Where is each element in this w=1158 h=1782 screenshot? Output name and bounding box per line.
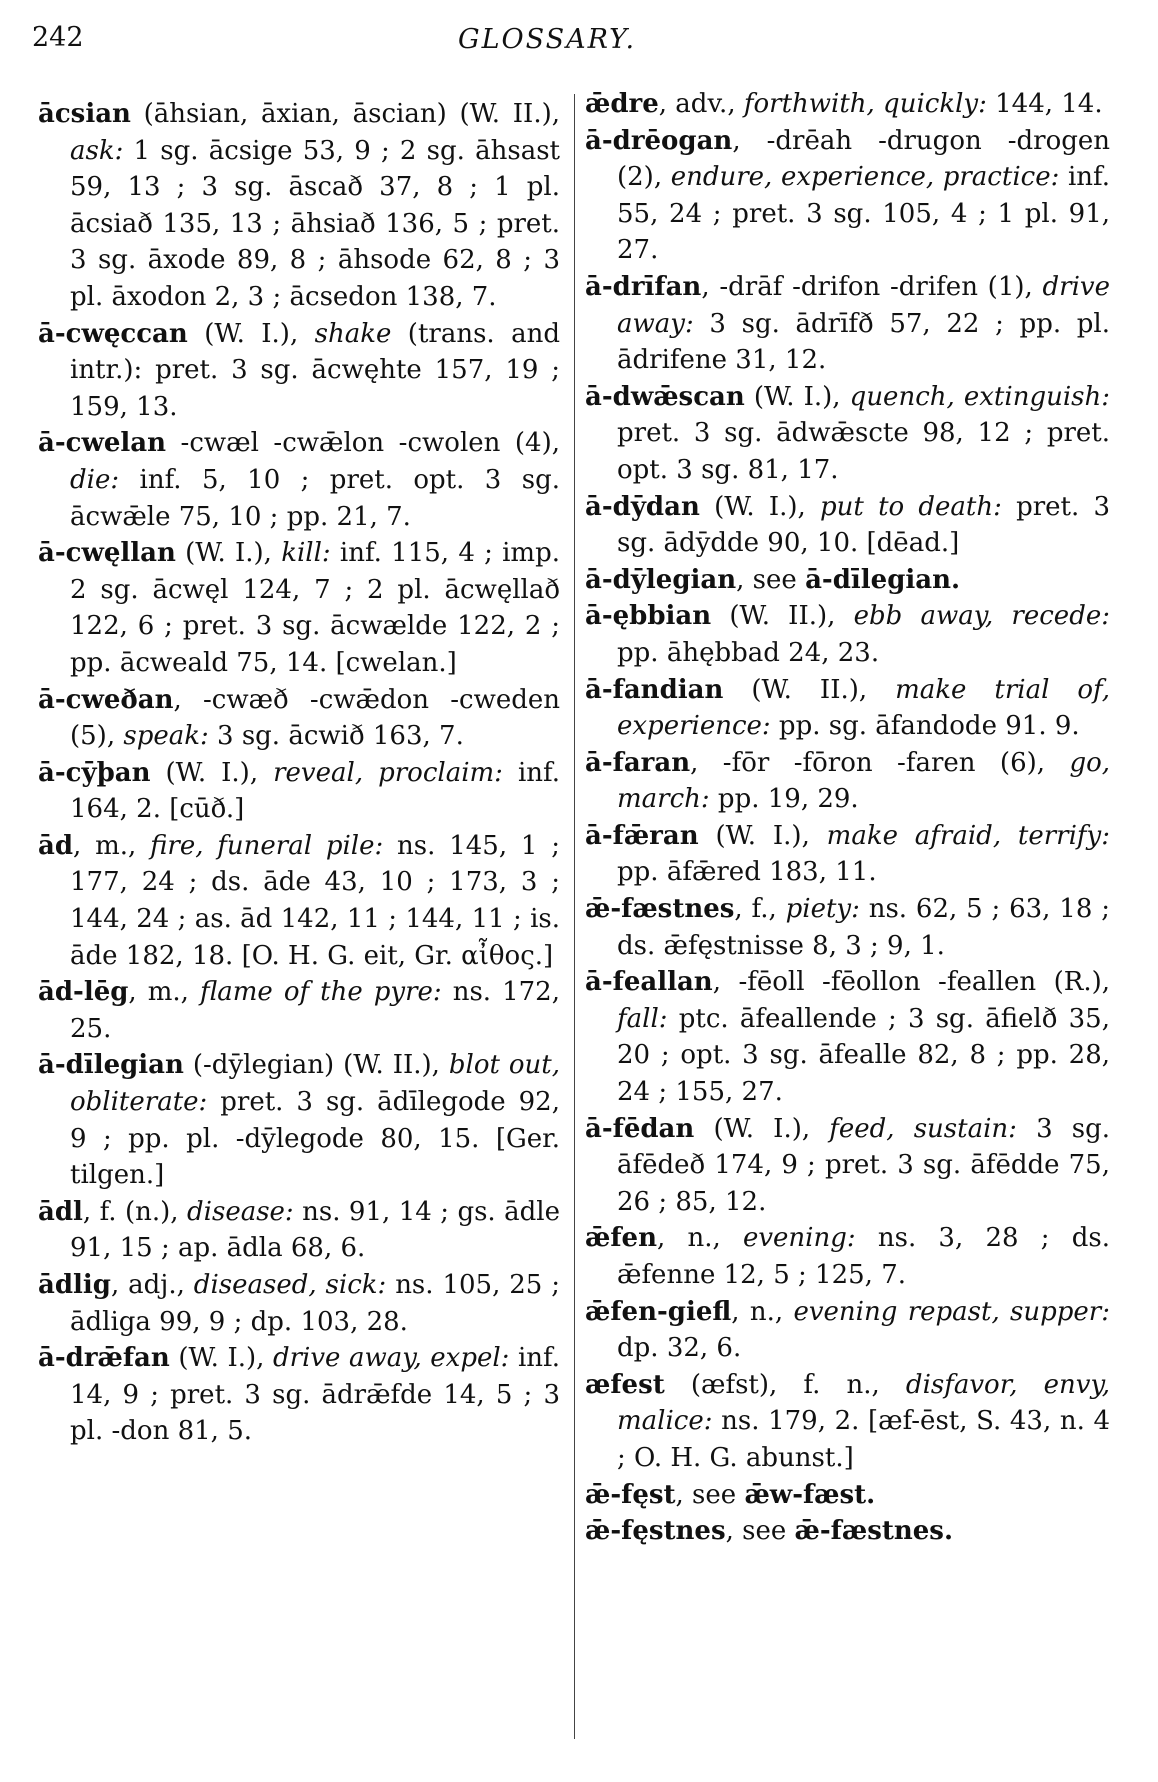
glossary-entry: [585, 1220, 1110, 1293]
entry-citations: dp. 32, 6.: [617, 1333, 742, 1364]
entry-headword: ǣfen-giefl: [585, 1296, 732, 1327]
entry-grammar: (W. I.),: [699, 491, 821, 522]
entry-cross-reference: ǣw-fæst.: [744, 1479, 876, 1510]
entry-citations: pp. āfǣred 183, 11.: [617, 857, 877, 888]
entry-headword: ǣdre: [585, 89, 659, 119]
glossary-entry: [585, 1111, 1110, 1221]
entry-grammar: , -fōr -fōron -faren (6),: [690, 747, 1070, 778]
entry-headword: ā-ębbian: [585, 601, 712, 632]
entry-grammar: (W. I.),: [187, 318, 315, 349]
entry-grammar: , f.,: [734, 894, 786, 925]
entry-definition: speak:: [123, 721, 209, 752]
entry-headword: ā-drǣfan: [38, 1343, 170, 1374]
entry-citations: ns. 179, 2. [æf-ēst, S. 43, n. 4 ; O. H. G. abunst.]: [617, 1406, 1110, 1473]
entry-grammar: (W. II.),: [711, 601, 854, 632]
glossary-entry: [585, 964, 1110, 1110]
entry-citations: inf. 55, 24 ; pret. 3 sg. 105, 4 ; 1 pl. 91, 27.: [617, 162, 1110, 266]
entry-citations: inf. 14, 9 ; pret. 3 sg. ādrǣfde 14, 5 ; 3 pl. -don 81, 5.: [70, 1343, 560, 1447]
entry-citations: ns. 105, 25 ; ādliga 99, 9 ; dp. 103, 28.: [70, 1270, 561, 1337]
glossary-entry: [38, 974, 560, 1047]
entry-definition: make afraid, terrify:: [826, 820, 1110, 851]
entry-citations: pp. 19, 29.: [709, 784, 859, 815]
entry-citations: (trans. and intr.): pret. 3 sg. ācwęhte 157, 19 ; 159, 13.: [70, 318, 560, 422]
glossary-entry: [585, 1477, 1110, 1514]
entry-definition: ebb away, recede:: [853, 601, 1110, 632]
entry-citations: inf. 164, 2. [cūð.]: [70, 757, 560, 825]
entry-definition: endure, experience, practice:: [670, 162, 1060, 193]
glossary-entry: [585, 818, 1110, 891]
entry-citations: pret. 3 sg. ādīlegode 92, 9 ; pp. pl. -dȳlegode 80, 15. [Ger. tilgen.]: [70, 1087, 560, 1191]
entry-grammar: -cwæl -cwǣlon -cwolen (4),: [166, 428, 560, 459]
entry-grammar: , n.,: [731, 1296, 794, 1327]
entry-headword: ā-cwęccan: [38, 318, 188, 349]
entry-headword: ā-drīfan: [585, 271, 702, 302]
entry-definition: forthwith, quickly:: [743, 89, 987, 119]
entry-definition: put to death:: [820, 491, 1002, 522]
entry-definition: make trial of, experience:: [617, 674, 1110, 742]
glossary-entry: [585, 745, 1110, 818]
entry-headword: ā-faran: [585, 747, 691, 778]
entry-grammar: , -drēah -drugon -drogen (2),: [617, 125, 1110, 193]
entry-citations: ns. 172, 25.: [70, 977, 560, 1044]
glossary-entry: [585, 379, 1110, 489]
entry-citations: ns. 62, 5 ; 63, 18 ; ds. ǣfęstnisse 8, 3 ; 9, 1.: [617, 894, 1110, 961]
entry-grammar: (W. I.),: [744, 381, 850, 412]
glossary-entry: [585, 489, 1110, 562]
glossary-entry: [38, 96, 560, 316]
column-divider: [574, 94, 575, 1739]
entry-headword: ā-dȳlegian: [585, 564, 737, 595]
entry-grammar: , adj.,: [110, 1270, 194, 1300]
running-title: GLOSSARY.: [458, 24, 637, 55]
glossary-entry: [38, 535, 560, 681]
entry-grammar: , -drāf -drifon -drifen (1),: [701, 271, 1043, 302]
entry-grammar: (W. II.),: [723, 674, 896, 705]
entry-definition: die:: [70, 464, 120, 495]
entry-citations: 3 sg. ācwið 163, 7.: [208, 721, 464, 752]
glossary-column-right: [585, 86, 1110, 1550]
entry-headword: ā-fǣran: [585, 820, 699, 851]
entry-headword: ā-cwęllan: [38, 538, 176, 569]
entry-definition: piety:: [785, 894, 860, 925]
entry-grammar: , -fēoll -fēollon -feallen (R.),: [712, 967, 1110, 998]
entry-definition: drive away, expel:: [272, 1343, 510, 1374]
glossary-entry: [38, 755, 560, 828]
glossary-column-left: [38, 96, 560, 1450]
glossary-entry: [585, 123, 1110, 269]
glossary-entry: [38, 682, 560, 755]
entry-citations: 3 sg. āfēdeð 174, 9 ; pret. 3 sg. āfēdde 75, 26 ; 85, 12.: [617, 1113, 1110, 1217]
entry-headword: ādl: [38, 1196, 83, 1227]
page-header: [28, 14, 1128, 62]
entry-headword: ǣ-fæstnes: [585, 894, 735, 925]
entry-headword: ā-dīlegian: [38, 1050, 184, 1081]
entry-definition: ask:: [70, 135, 124, 166]
entry-definition: flame of the pyre:: [199, 977, 442, 1008]
entry-headword: ād-lēg: [38, 977, 129, 1008]
entry-definition: fire, funeral pile:: [150, 830, 384, 861]
glossary-entry: [585, 598, 1110, 671]
entry-definition: drive away:: [617, 271, 1110, 339]
entry-grammar: (āhsian, āxian, āscian) (W. II.),: [130, 99, 560, 129]
entry-headword: ǣ-fęst: [585, 1479, 676, 1510]
entry-citations: 1 sg. ācsige 53, 9 ; 2 sg. āhsast 59, 13 ; 3 sg. āscað 37, 8 ; 1 pl. ācsiað 135, 13 ; āhsiað 136, 5 ; pret. 3 sg. āxode 89, 8 ; āhsode 62, 8 ; 3 pl. āxodon 2, 3 ; ācsedon 138, 7.: [70, 135, 560, 312]
entry-grammar: , m.,: [73, 830, 151, 861]
glossary-entry: [38, 425, 560, 535]
entry-citations: pp. sg. āfandode 91. 9.: [770, 711, 1080, 742]
entry-headword: ācsian: [38, 99, 131, 129]
entry-definition: feed, sustain:: [829, 1113, 1017, 1144]
entry-citations: ns. 91, 14 ; gs. ādle 91, 15 ; ap. ādla 68, 6.: [70, 1196, 560, 1264]
entry-headword: ā-dȳdan: [585, 491, 700, 522]
entry-definition: kill:: [281, 538, 331, 569]
entry-definition: reveal, proclaim:: [273, 757, 503, 788]
entry-citations: ptc. āfeallende ; 3 sg. āfielð 35, 20 ; opt. 3 sg. āfealle 82, 8 ; pp. 28, 24 ; 155, 27.: [617, 1003, 1110, 1108]
entry-headword: ǣfen: [585, 1223, 657, 1254]
glossary-entry: [38, 1340, 560, 1450]
entry-definition: fall:: [617, 1003, 668, 1034]
entry-grammar: , -cwæð -cwǣdon -cweden (5),: [70, 684, 560, 752]
glossary-entry: [38, 1194, 560, 1267]
entry-headword: æfest: [585, 1369, 665, 1400]
entry-grammar: , m.,: [128, 977, 200, 1008]
glossary-entry: [585, 891, 1110, 964]
entry-headword: ǣ-fęstnes: [585, 1516, 726, 1547]
entry-grammar: (W. I.),: [169, 1343, 273, 1374]
entry-citations: 144, 14.: [986, 89, 1103, 119]
entry-definition: disfavor, envy, malice:: [617, 1369, 1110, 1437]
entry-cross-reference: ǣ-fæstnes.: [794, 1516, 953, 1547]
entry-definition: shake: [314, 318, 392, 349]
entry-definition: go, march:: [617, 747, 1110, 815]
entry-grammar: (W. I.),: [698, 820, 827, 851]
entry-citations: ns. 145, 1 ; 177, 24 ; ds. āde 43, 10 ; 173, 3 ; 144, 24 ; as. ād 142, 11 ; 144, 11 ; is. āde 182, 18. [O. H. G. eit, Gr. αἶθος.]: [70, 830, 560, 971]
entry-citations: pret. 3 sg. ādwǣscte 98, 12 ; pret. opt. 3 sg. 81, 17.: [617, 418, 1110, 485]
entry-grammar: , see: [736, 564, 806, 595]
entry-cross-reference: ā-dīlegian.: [805, 564, 961, 595]
entry-definition: diseased, sick:: [193, 1270, 387, 1300]
entry-grammar: (-dȳlegian) (W. II.),: [183, 1050, 449, 1081]
glossary-entry: [585, 562, 1110, 599]
entry-citations: ns. 3, 28 ; ds. ǣfenne 12, 5 ; 125, 7.: [617, 1223, 1110, 1290]
glossary-entry: [585, 269, 1110, 379]
glossary-entry: [585, 1294, 1110, 1367]
entry-headword: ā-cȳþan: [38, 757, 151, 788]
glossary-entry: [38, 828, 560, 974]
entry-headword: ād: [38, 830, 74, 861]
entry-grammar: , f. (n.),: [82, 1196, 188, 1227]
entry-definition: quench, extinguish:: [849, 381, 1110, 412]
entry-definition: evening:: [742, 1223, 856, 1254]
entry-grammar: (W. I.),: [694, 1113, 830, 1144]
glossary-entry: [38, 1047, 560, 1193]
entry-headword: ā-fandian: [585, 674, 724, 705]
entry-definition: blot out, obliterate:: [70, 1050, 561, 1118]
glossary-entry: [585, 1367, 1110, 1477]
glossary-entry: [585, 1513, 1110, 1550]
entry-definition: disease:: [187, 1196, 294, 1227]
entry-definition: evening repast, supper:: [793, 1296, 1110, 1327]
glossary-entry: [38, 1267, 560, 1340]
entry-citations: inf. 115, 4 ; imp. 2 sg. ācwęl 124, 7 ; 2 pl. ācwęllað 122, 6 ; pret. 3 sg. ācwælde 122, 2 ; pp. ācweald 75, 14. [cwelan.]: [70, 538, 560, 678]
entry-citations: pret. 3 sg. ādȳdde 90, 10. [dēad.]: [617, 491, 1111, 559]
entry-grammar: , adv.,: [658, 89, 744, 119]
entry-headword: ā-cwelan: [38, 428, 167, 459]
entry-headword: ā-feallan: [585, 967, 713, 998]
entry-grammar: , see: [675, 1479, 745, 1510]
entry-headword: ā-dwǣscan: [585, 381, 745, 412]
entry-headword: ā-cweðan: [38, 684, 174, 715]
entry-headword: ā-drēogan: [585, 125, 733, 156]
entry-headword: ādlig: [38, 1270, 111, 1300]
entry-citations: inf. 5, 10 ; pret. opt. 3 sg. ācwǣle 75, 10 ; pp. 21, 7.: [70, 464, 560, 532]
glossary-entry: [38, 316, 560, 426]
entry-grammar: , see: [725, 1516, 795, 1547]
entry-grammar: , n.,: [656, 1223, 743, 1254]
glossary-entry: [585, 86, 1110, 123]
entry-grammar: (W. I.),: [175, 538, 282, 569]
glossary-entry: [585, 672, 1110, 745]
entry-grammar: (W. I.),: [150, 757, 274, 788]
entry-grammar: (æfst), f. n.,: [664, 1369, 906, 1400]
page-number: 242: [32, 22, 84, 53]
entry-citations: 3 sg. ādrīfð 57, 22 ; pp. pl. ādrifene 31, 12.: [617, 308, 1110, 376]
entry-headword: ā-fēdan: [585, 1113, 695, 1144]
entry-citations: pp. āhębbad 24, 23.: [617, 637, 880, 668]
